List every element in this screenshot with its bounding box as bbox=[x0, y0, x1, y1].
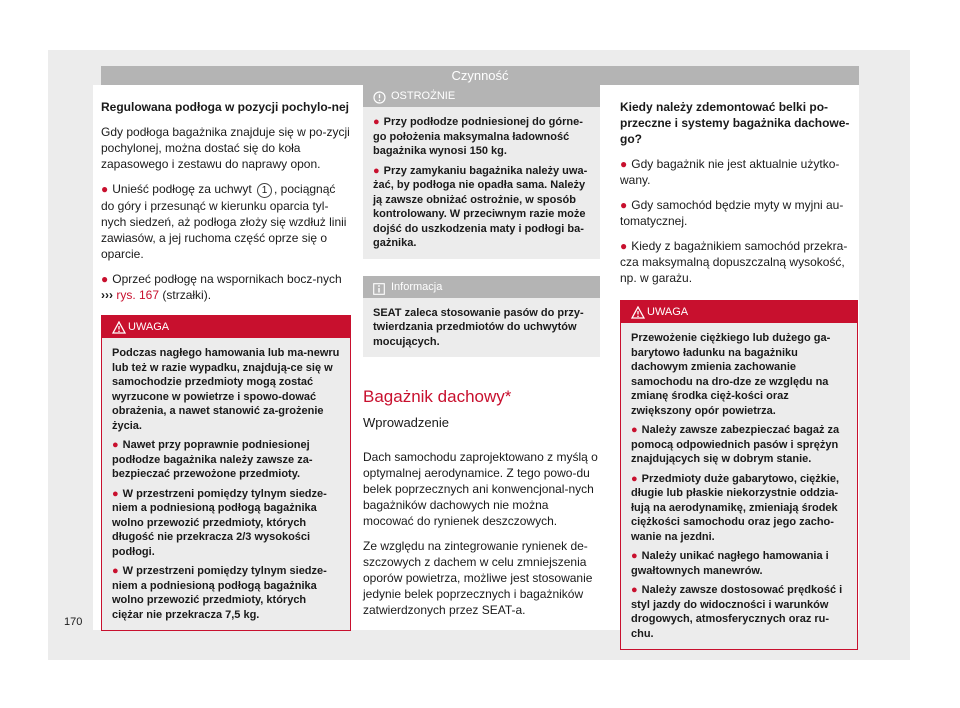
caution-circle-icon bbox=[373, 90, 386, 112]
list-item: ● Gdy bagażnik nie jest aktualnie użytko-wany. bbox=[620, 157, 840, 187]
info-icon bbox=[373, 281, 385, 303]
bullet-icon: ● bbox=[631, 472, 638, 485]
warning-body: Przewożenie ciężkiego lub dużego ga-barytowo ładunku na bagażniku dachowym zmienia zachowanie samochodu na dro-dze ze względu na zmianę środka cięż-kości oraz zwiększony opór powietrza. ● Należy zawsze zabezpieczać bagaż za pomocą odpowiednich pasów i sprężyn znajdujących się w dobrym stanie. ● Przedmioty duże gabarytowo, ciężkie, długie lub płaskie niekorzystnie oddzia-łują na aerodynamikę, zmieniają środek ciężkości samochodu oraz jego zacho-wanie na jezdni. ● Należy unikać nagłego hamowania i gwałtownych manewrów. ● Należy zawsze dostosować prędkość i styl jazdy do widoczności i warunków drogowych, atmosferycznych oraz ru-chu. bbox=[621, 323, 857, 649]
figure-reference-link[interactable]: rys. 167 bbox=[116, 288, 160, 302]
bullet-icon: ● bbox=[620, 198, 628, 212]
list-item: ● Przedmioty duże gabarytowo, ciężkie, długie lub płaskie niekorzystnie oddzia-łują na aerodynamikę, zmieniają środek ciężkości samochodu oraz jego zacho-wanie na jezdni. bbox=[631, 472, 840, 543]
warning-triangle-icon bbox=[112, 320, 126, 342]
bullet-icon: ● bbox=[112, 565, 119, 577]
caution-box bbox=[363, 85, 600, 259]
info-header: Informacja bbox=[363, 276, 600, 298]
list-item: ● Oprzeć podłogę na wspornikach bocz-nych ››› rys. 167 (strzałki). bbox=[101, 272, 342, 302]
page-number: 170 bbox=[64, 616, 83, 628]
reference-arrow-icon: ››› bbox=[101, 288, 113, 302]
list-item: ● W przestrzeni pomiędzy tylnym siedze-niem a podniesioną podłogą bagażnika wolno przewozić przedmioty, których ciężar nie przekracza 7,5 kg. bbox=[112, 565, 327, 621]
paragraph: Dach samochodu zaprojektowano z myślą o optymalnej aerodynamice. Z tego powo-du belek poprzecznych ani konwencjonal-nych bagażników dachowych nie można mocować do rynienek deszczowych. bbox=[363, 450, 598, 528]
list-item: ● Należy zawsze zabezpieczać bagaż za pomocą odpowiednich pasów i sprężyn znajdujących się w dobrym stanie. bbox=[631, 424, 840, 465]
caution-header: OSTROŻNIE bbox=[363, 85, 600, 107]
bullet-icon: ● bbox=[620, 239, 628, 253]
column-middle bbox=[363, 85, 600, 627]
section-title: Bagażnik dachowy* bbox=[363, 387, 512, 406]
bullet-icon: ● bbox=[631, 584, 638, 596]
warning-box bbox=[101, 315, 351, 631]
info-body: SEAT zaleca stosowanie pasów do przy-twierdzania przedmiotów do uchwytów mocujących. bbox=[363, 298, 600, 358]
list-item: ● Należy unikać nagłego hamowania i gwałtownych manewrów. bbox=[631, 550, 829, 577]
list-item: ● Przy zamykaniu bagażnika należy uwa-żać, by podłoga nie opadła sama. Należy ją zawsze obniżać ostrożnie, w sposób kontrolowany. W przeciwnym razie może dojść do uszkodzenia maty i podłogi ba-gażnika. bbox=[373, 164, 588, 249]
bullet-icon: ● bbox=[620, 157, 628, 171]
list-item: ● Unieść podłogę za uchwyt 1 , pociągnąć do góry i przesunąć w kierunku oparcia tyl-nych siedzeń, aż podłoga złoży się wzdłuż linii zawiasów, a jej ruchoma część oprze się o oparcie. bbox=[101, 182, 347, 261]
page-header: Czynność bbox=[101, 66, 859, 85]
bullet-icon: ● bbox=[631, 424, 638, 436]
paragraph: Gdy podłoga bagażnika znajduje się w po-zycji pochylonej, można dostać się do koła zapasowego i zestawu do naprawy opon. bbox=[101, 125, 350, 171]
bullet-icon: ● bbox=[101, 182, 109, 196]
warning-body: Podczas nagłego hamowania lub ma-newru lub też w razie wypadku, znajdują-ce się w samochodzie przedmioty mogą zostać wyrzucone w powietrze i spowo-dować obrażenia, a nawet stanowić za-grożenie życia. ● Nawet przy poprawnie podniesionej podłodze bagażnika należy zawsze za-bezpieczać przewożone przedmioty. ● W przestrzeni pomiędzy tylnym siedze-niem a podniesioną podłogą bagażnika wolno przewozić przedmioty, których długość nie przekracza 2/3 wysokości podłogi. ● W przestrzeni pomiędzy tylnym siedze-niem a podniesioną podłogą bagażnika wolno przewozić przedmioty, których ciężar nie przekracza 7,5 kg. bbox=[102, 338, 350, 630]
bullet-icon: ● bbox=[101, 272, 109, 286]
paragraph: Ze względu na zintegrowanie rynienek de-szczowych z dachem w celu zmniejszenia oporów powietrza, możliwe jest stosowanie jedynie belek poprzecznych i bagażników zatwierdzonych przez SEAT-a. bbox=[363, 539, 593, 617]
warning-triangle-icon bbox=[631, 305, 645, 327]
list-item: ● Należy zawsze dostosować prędkość i styl jazdy do widoczności i warunków drogowych, atmosferycznych oraz ru-chu. bbox=[631, 584, 843, 640]
section-subtitle: Wprowadzenie bbox=[363, 415, 449, 430]
caution-body bbox=[363, 107, 600, 259]
column-left bbox=[101, 99, 351, 631]
bullet-icon: ● bbox=[373, 164, 380, 177]
list-item: ● Przy podłodze podniesionej do górne-go położenia maksymalna ładowność bagażnika wynosi 150 kg. bbox=[373, 116, 583, 157]
warning-header: UWAGA bbox=[102, 316, 350, 338]
section-heading: Kiedy należy zdemontować belki po-przeczne i systemy bagażnika dachowe-go? bbox=[620, 100, 850, 146]
info-box bbox=[363, 276, 600, 358]
page-content bbox=[93, 85, 859, 640]
warning-box bbox=[620, 300, 858, 650]
bullet-icon: ● bbox=[373, 116, 380, 128]
callout-number: 1 bbox=[257, 183, 272, 198]
section-heading: Regulowana podłoga w pozycji pochylo-nej bbox=[101, 100, 350, 114]
list-item: ● Nawet przy poprawnie podniesionej podłodze bagażnika należy zawsze za-bezpieczać przewożone przedmioty. bbox=[112, 439, 313, 480]
bullet-icon: ● bbox=[631, 550, 638, 562]
bullet-icon: ● bbox=[112, 439, 119, 451]
column-right bbox=[620, 99, 858, 650]
bullet-icon: ● bbox=[112, 487, 119, 500]
list-item: ● Gdy samochód będzie myty w myjni au-tomatycznej. bbox=[620, 198, 844, 228]
list-item: ● W przestrzeni pomiędzy tylnym siedze-niem a podniesioną podłogą bagażnika wolno przewozić przedmioty, których długość nie przekracza 2/3 wysokości podłogi. bbox=[112, 487, 327, 558]
warning-header: UWAGA bbox=[621, 301, 857, 323]
list-item: ● Kiedy z bagażnikiem samochód przekra-cza maksymalną dopuszczalną wysokość, np. w garażu. bbox=[620, 239, 848, 285]
